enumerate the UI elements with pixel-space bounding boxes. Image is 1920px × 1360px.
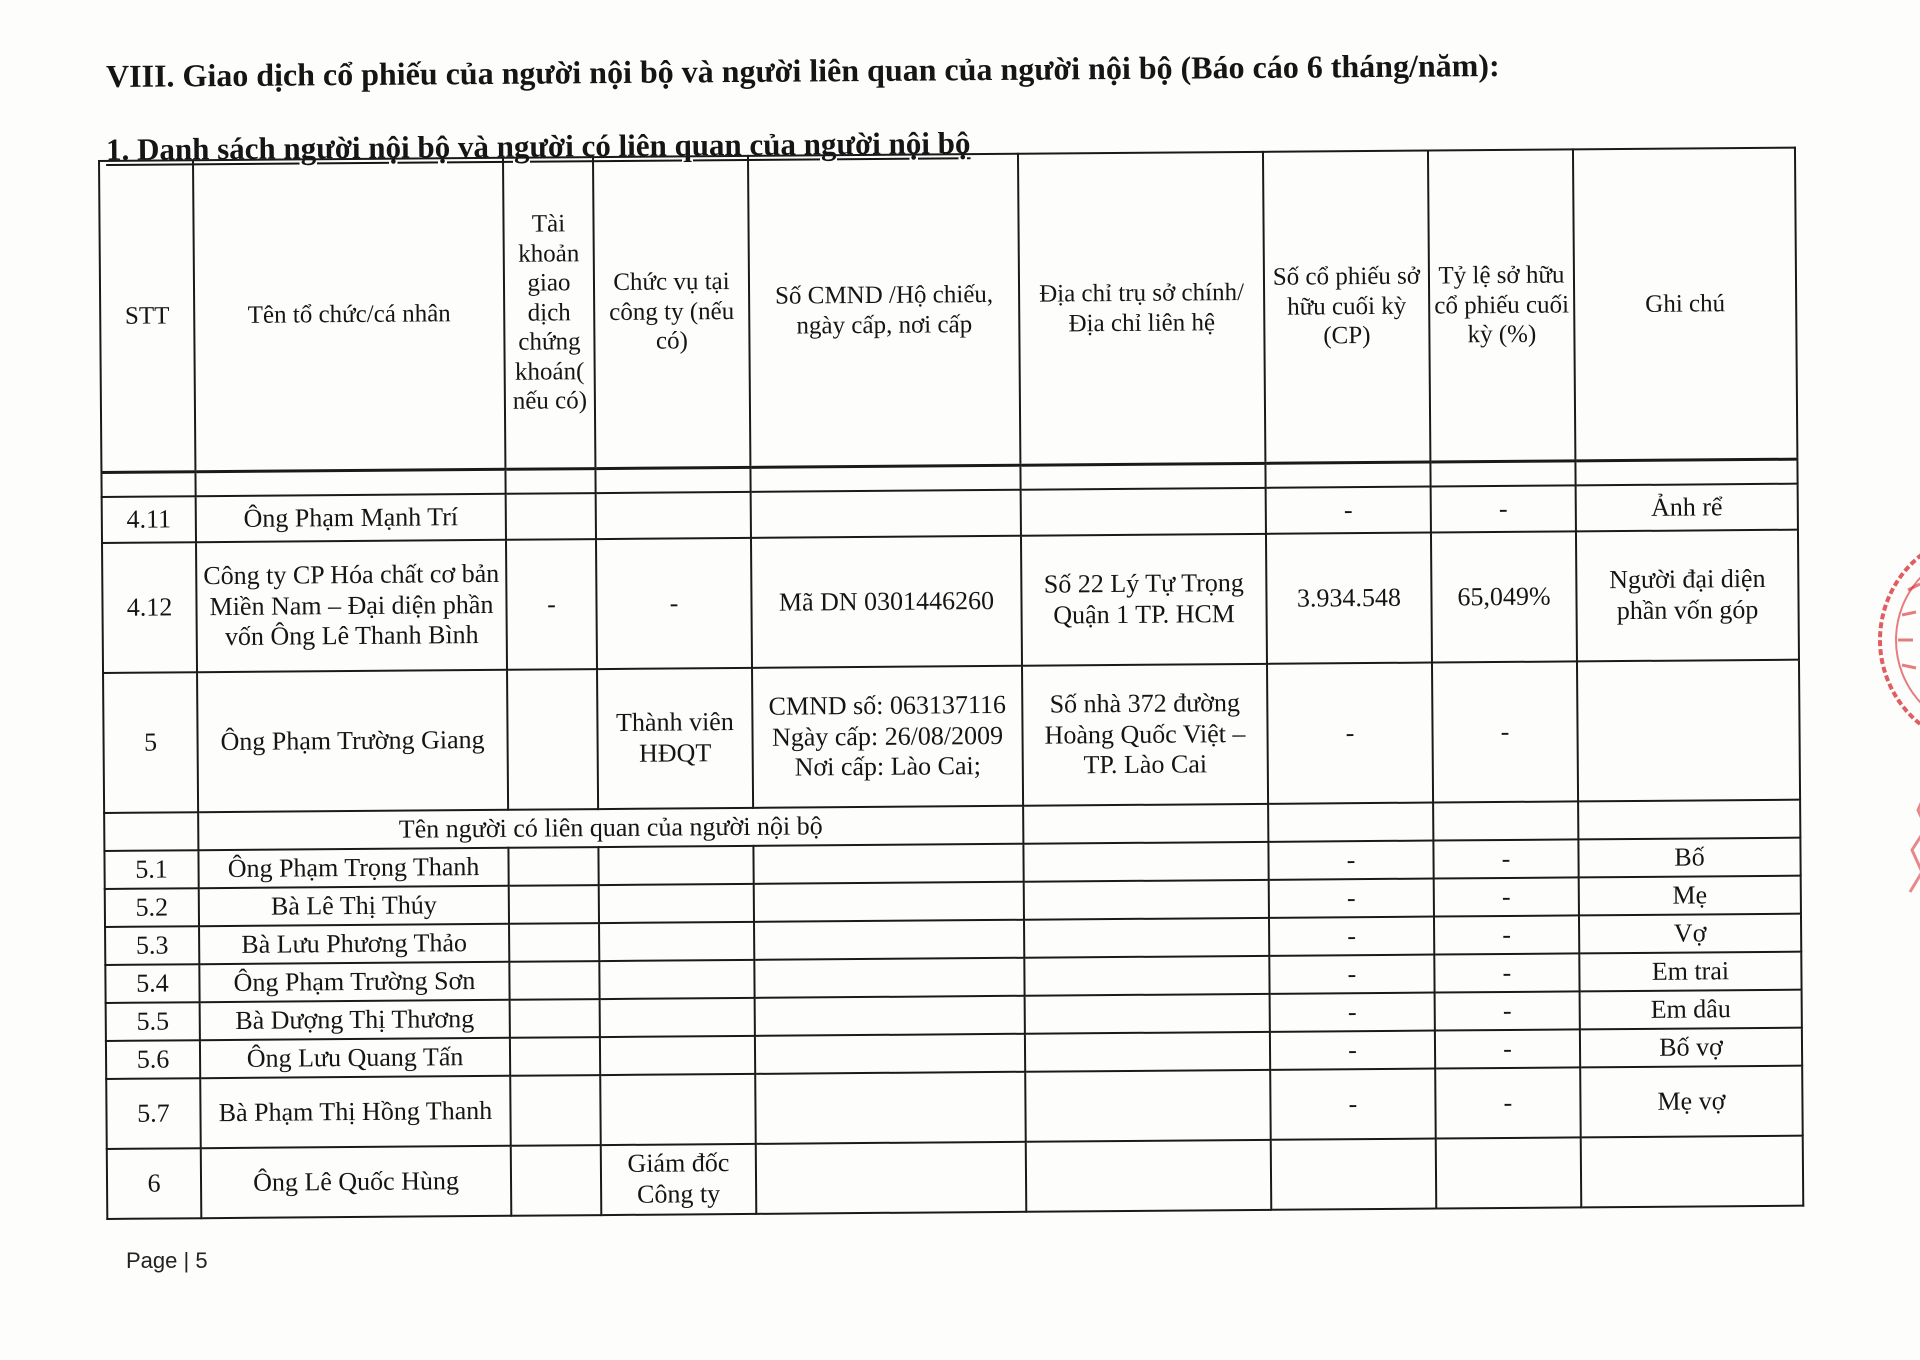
header-note: Ghi chú — [1573, 148, 1797, 461]
cell-account — [509, 923, 599, 962]
cell-id-document — [755, 1072, 1026, 1144]
insider-table — [98, 147, 1804, 1220]
page-number: Page | 5 — [126, 1248, 208, 1273]
cell-address — [1026, 1140, 1272, 1212]
cell-stt: 5.6 — [106, 1040, 200, 1079]
cell-name: Ông Phạm Trọng Thanh — [198, 848, 508, 888]
cell-account — [507, 669, 598, 810]
cell-shares — [1268, 803, 1433, 842]
cell-ratio: - — [1435, 1067, 1581, 1138]
cell-shares: - — [1270, 1031, 1435, 1070]
header-account: Tài khoản giao dịch chứng khoán( nếu có) — [503, 157, 595, 469]
cell-id-document — [754, 920, 1024, 960]
cell-note: Người đại diện phần vốn góp — [1576, 530, 1799, 662]
cell-position — [600, 998, 755, 1037]
cell-address — [1023, 804, 1268, 844]
cell-ratio: - — [1434, 877, 1579, 916]
cell-account: - — [506, 539, 597, 670]
related-heading: Tên người có liên quan của người nội bộ — [198, 806, 1023, 850]
cell-position: Giám đốc Công ty — [601, 1144, 757, 1215]
header-name: Tên tổ chức/cá nhân — [193, 158, 505, 472]
cell-account — [506, 493, 596, 540]
cell-id-document — [756, 1142, 1027, 1214]
cell-note: Vợ — [1579, 914, 1801, 954]
cell-stt: 5.5 — [106, 1002, 200, 1041]
header-stt: STT — [99, 160, 195, 472]
cell-account — [509, 885, 599, 924]
cell-account — [511, 1145, 602, 1216]
table-header — [99, 148, 1797, 473]
table-row — [103, 660, 1800, 813]
cell-note: Bố — [1578, 838, 1800, 878]
header-ratio: Tỷ lệ sở hữu cổ phiếu cuối kỳ (%) — [1428, 149, 1575, 462]
table-body — [101, 459, 1803, 1219]
table-row — [102, 530, 1799, 673]
cell-stt: 4.11 — [102, 496, 196, 543]
cell-position: Thành viên HĐQT — [597, 668, 753, 809]
cell-name: Ông Phạm Trường Sơn — [199, 962, 509, 1002]
cell-shares: - — [1267, 663, 1433, 804]
cell-address — [1024, 956, 1269, 996]
cell-ratio: - — [1435, 1029, 1580, 1068]
cell-address: Số 22 Lý Tự Trọng Quận 1 TP. HCM — [1021, 534, 1267, 666]
cell-shares: - — [1269, 955, 1434, 994]
cell-account — [509, 961, 599, 1000]
cell-account — [510, 1075, 601, 1146]
cell-address — [1024, 880, 1269, 920]
cell-note: Ảnh rể — [1576, 484, 1798, 532]
cell-address — [1023, 842, 1268, 882]
cell-note — [1578, 800, 1800, 840]
cell-id-document — [755, 1034, 1025, 1074]
cell-ratio: - — [1434, 915, 1579, 954]
cell-position — [599, 960, 754, 999]
red-signature-mark-icon — [1898, 780, 1920, 900]
cell-note: Em dâu — [1580, 990, 1802, 1030]
cell-id-document — [755, 996, 1025, 1036]
cell-position — [600, 1036, 755, 1075]
cell-id-document: CMND số: 063137116 Ngày cấp: 26/08/2009 Nơi cấp: Lào Cai; — [752, 666, 1023, 808]
cell-ratio: 65,049% — [1431, 531, 1577, 662]
cell-stt: 5.1 — [104, 850, 198, 889]
cell-name: Bà Phạm Thị Hồng Thanh — [200, 1076, 511, 1148]
cell-position: - — [596, 538, 752, 669]
header-shares: Số cổ phiếu sở hữu cuối kỳ (CP) — [1263, 151, 1430, 464]
cell-stt: 6 — [107, 1148, 202, 1219]
cell-stt: 5 — [103, 672, 198, 813]
cell-name: Ông Lê Quốc Hùng — [201, 1146, 512, 1218]
cell-note — [1581, 1136, 1804, 1208]
cell-name: Công ty CP Hóa chất cơ bản Miền Nam – Đại diện phần vốn Ông Lê Thanh Bình — [196, 540, 507, 672]
cell-shares — [1271, 1139, 1437, 1210]
cell-shares: 3.934.548 — [1266, 533, 1432, 664]
cell-address: Số nhà 372 đường Hoàng Quốc Việt – TP. Lào Cai — [1022, 664, 1268, 806]
cell-position — [600, 1074, 756, 1145]
header-row — [99, 148, 1797, 473]
insider-table-container — [98, 147, 1802, 1220]
header-id-document: Số CMND /Hộ chiếu, ngày cấp, nơi cấp — [748, 154, 1020, 468]
cell-shares: - — [1270, 993, 1435, 1032]
cell-name: Ông Lưu Quang Tấn — [200, 1038, 510, 1078]
cell-id-document — [751, 490, 1021, 538]
cell-ratio: - — [1435, 991, 1580, 1030]
cell-name: Bà Lưu Phương Thảo — [199, 924, 509, 964]
cell-shares: - — [1269, 917, 1434, 956]
cell-shares: - — [1266, 487, 1431, 534]
cell-account — [510, 999, 600, 1038]
cell-position — [598, 846, 753, 885]
table-row — [107, 1136, 1803, 1219]
cell-ratio — [1436, 1137, 1582, 1208]
cell-address — [1025, 994, 1270, 1034]
cell-position — [596, 492, 751, 539]
cell-ratio — [1433, 801, 1578, 840]
cell-stt: 5.2 — [105, 888, 199, 927]
cell-name: Bà Dượng Thị Thương — [200, 1000, 510, 1040]
cell-note: Bố vợ — [1580, 1028, 1802, 1068]
cell-id-document: Mã DN 0301446260 — [751, 536, 1022, 668]
cell-shares: - — [1270, 1069, 1436, 1140]
section-title: VIII. Giao dịch cổ phiếu của người nội bộ và người liên quan của người nội bộ (Báo cáo 6 tháng/năm): — [105, 47, 1500, 94]
cell-name: Ông Phạm Trường Giang — [197, 670, 508, 812]
cell-id-document — [754, 958, 1024, 998]
subsection-title: 1. Danh sách người nội bộ và người có liên quan của người nội bộ — [105, 125, 971, 167]
cell-note: Mẹ — [1579, 876, 1801, 916]
cell-stt: 5.7 — [106, 1078, 201, 1149]
cell-note — [1577, 660, 1800, 802]
cell-name: Bà Lê Thị Thúy — [199, 886, 509, 926]
cell-stt — [104, 812, 198, 851]
cell-account — [508, 847, 598, 886]
cell-stt: 5.3 — [105, 926, 199, 965]
cell-shares: - — [1268, 841, 1433, 880]
cell-address — [1021, 488, 1266, 536]
cell-address — [1025, 1070, 1271, 1142]
cell-address — [1024, 918, 1269, 958]
cell-id-document — [753, 844, 1023, 884]
cell-name: Ông Phạm Mạnh Trí — [196, 494, 506, 542]
cell-stt: 5.4 — [105, 964, 199, 1003]
cell-id-document — [754, 882, 1024, 922]
red-seal-icon — [1868, 520, 1920, 760]
header-address: Địa chỉ trụ sở chính/ Địa chỉ liên hệ — [1018, 152, 1265, 465]
cell-ratio: - — [1433, 839, 1578, 878]
cell-account — [510, 1037, 600, 1076]
cell-position — [599, 922, 754, 961]
cell-ratio: - — [1431, 485, 1576, 532]
cell-position — [599, 884, 754, 923]
cell-ratio: - — [1432, 661, 1578, 802]
cell-address — [1025, 1032, 1270, 1072]
table-row — [106, 1066, 1802, 1149]
cell-stt: 4.12 — [102, 542, 197, 673]
cell-note: Em trai — [1579, 952, 1801, 992]
header-position: Chức vụ tại công ty (nếu có) — [593, 156, 750, 469]
cell-note: Mẹ vợ — [1580, 1066, 1803, 1138]
cell-ratio: - — [1434, 953, 1579, 992]
cell-shares: - — [1269, 879, 1434, 918]
